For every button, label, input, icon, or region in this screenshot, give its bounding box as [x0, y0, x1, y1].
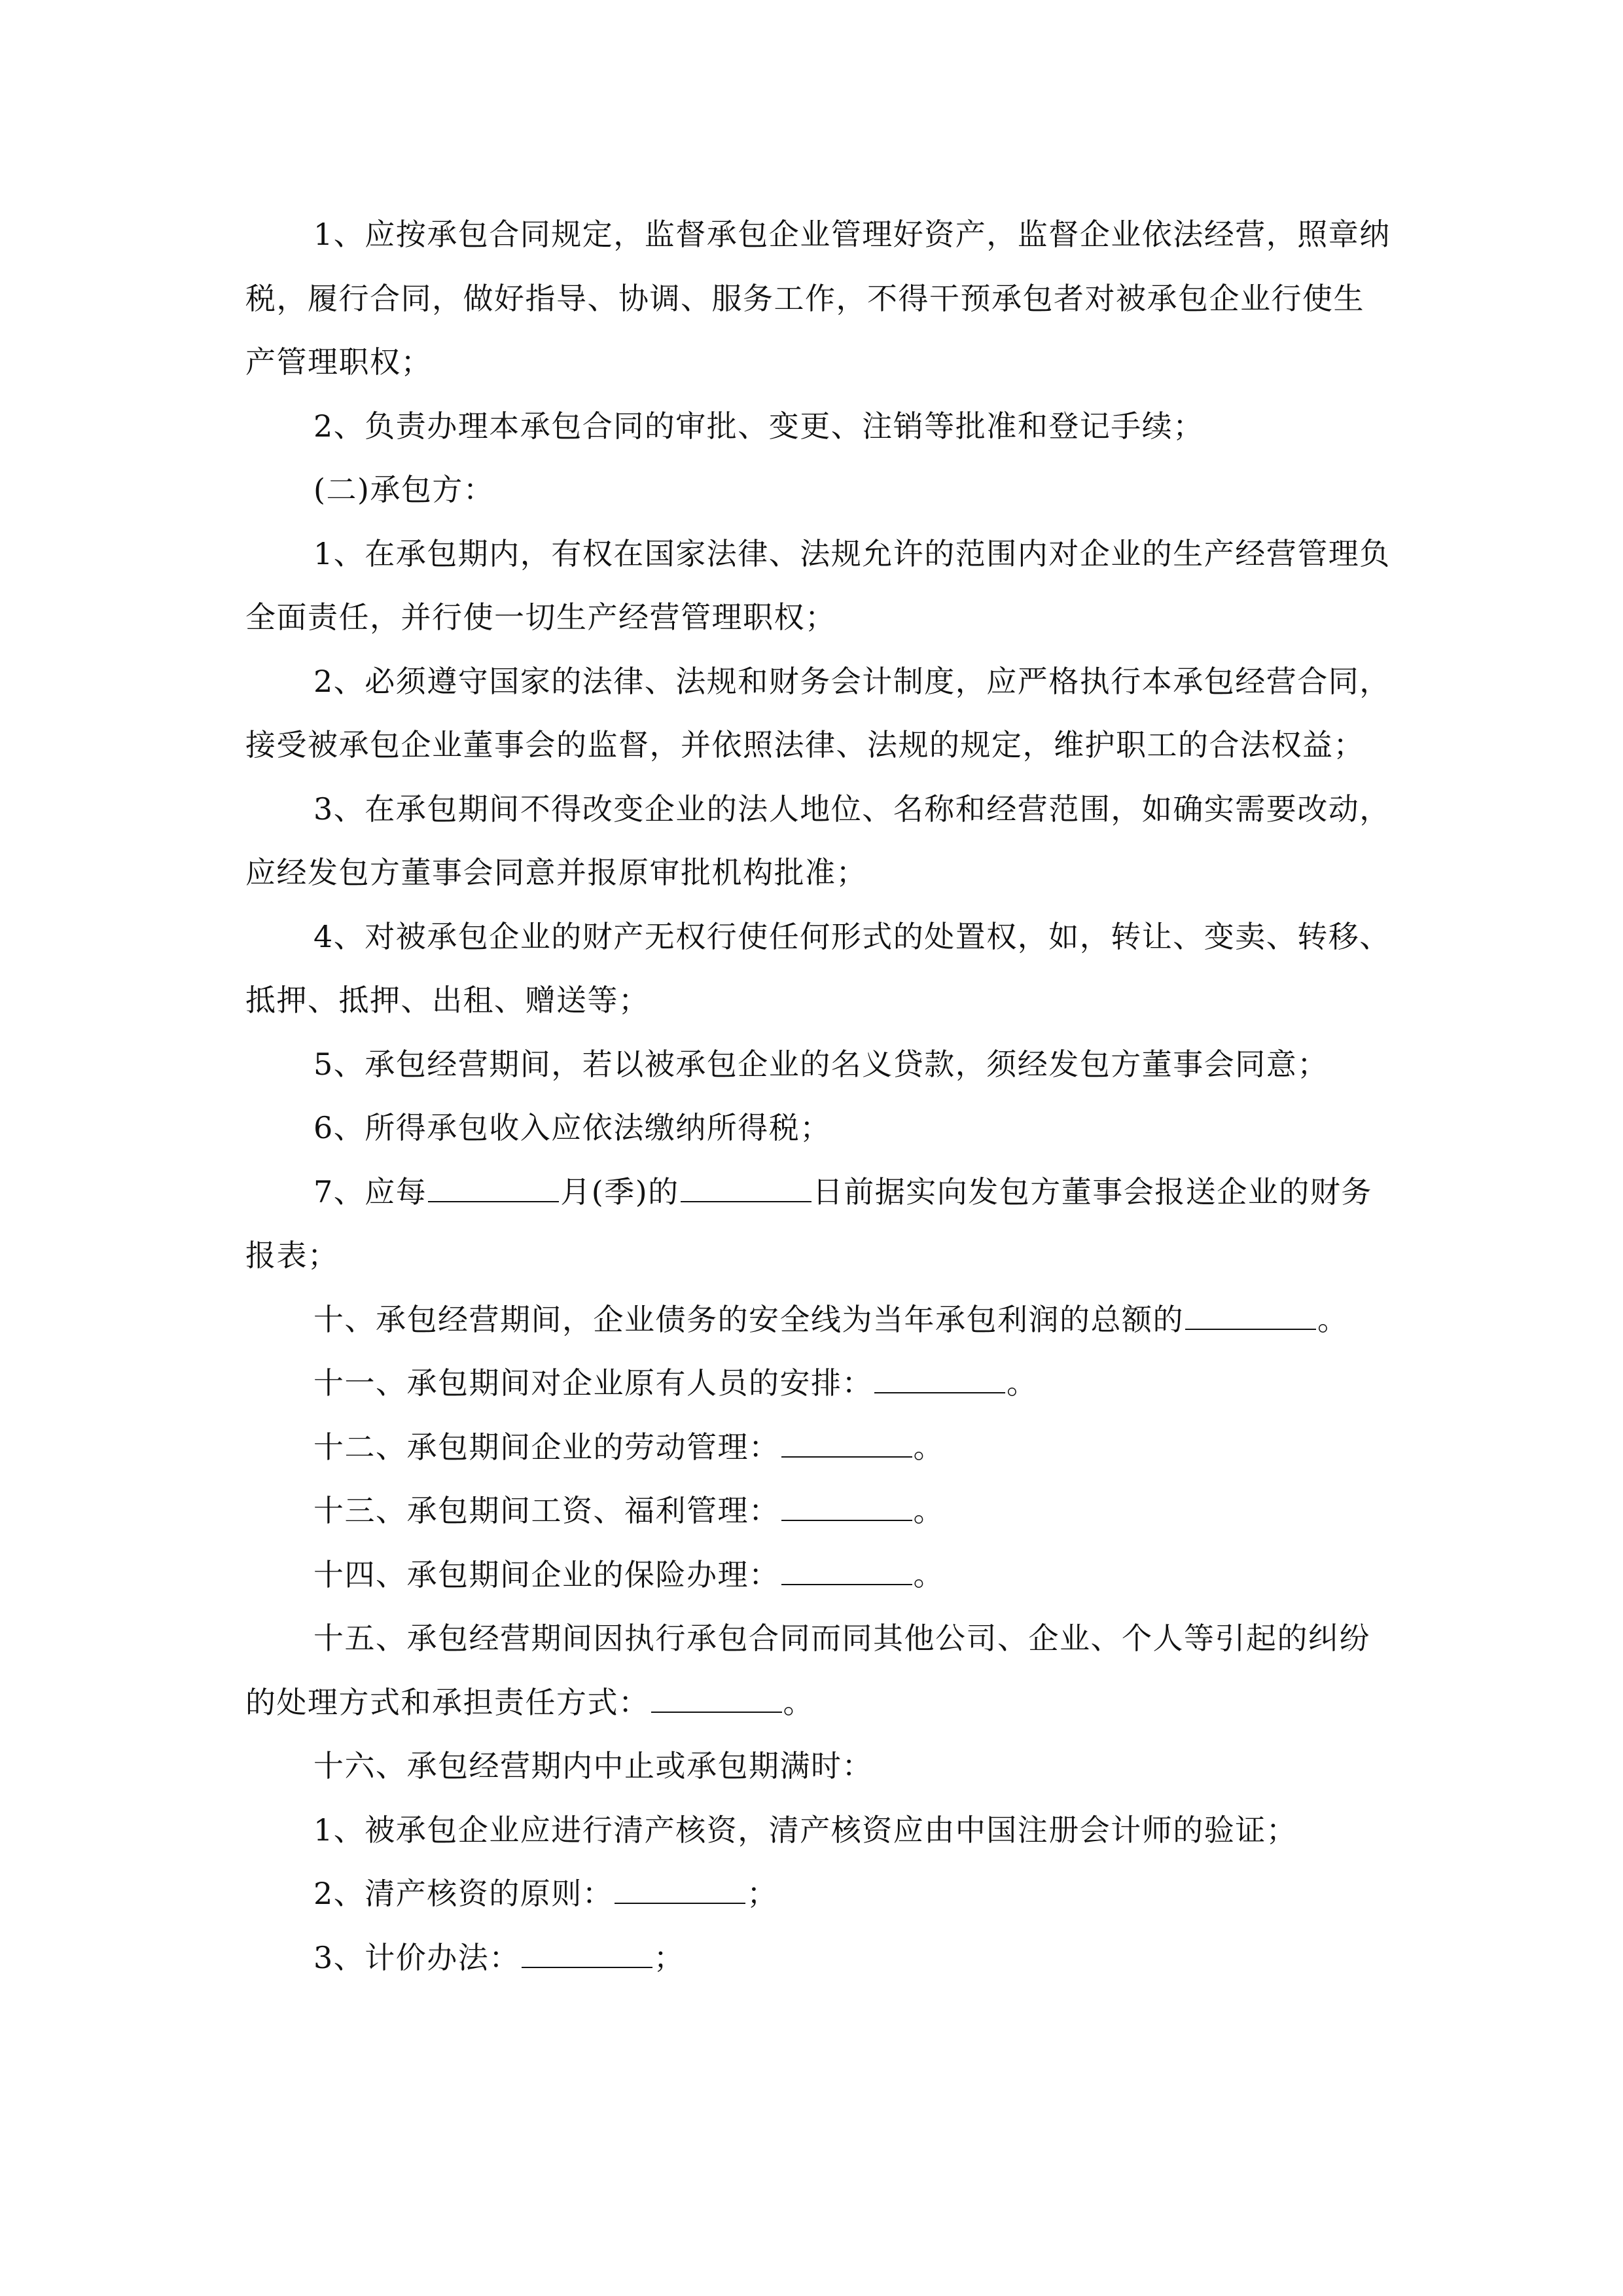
clause-14-text: 十四、承包期间企业的保险办理：: [313, 1556, 780, 1592]
clause-15-end: 。: [783, 1684, 814, 1720]
item7-text-1: 7、应每: [313, 1174, 427, 1210]
paragraph-contractor-duty-2: 2、负责办理本承包合同的审批、变更、注销等批准和登记手续；: [313, 408, 1204, 444]
clause-16-2-end: ；: [747, 1876, 778, 1911]
clause-16-item-3: [245, 1926, 1391, 1990]
paragraph-contractee-duty-4: 4、对被承包企业的财产无权行使任何形式的处置权，如，转让、变卖、转移、抵押、抵押、出租、赠送等；: [245, 918, 1391, 1018]
clause-16-3-text: 3、计价办法：: [313, 1939, 520, 1975]
paragraph-contractee-duty-6: 6、所得承包收入应依法缴纳所得税；: [313, 1110, 831, 1145]
document-body: [245, 203, 1391, 1990]
blank-field-audit-principle[interactable]: [615, 1873, 745, 1904]
blank-field-insurance[interactable]: [781, 1554, 912, 1585]
paragraph-contractee-duty-2: 2、必须遵守国家的法律、法规和财务会计制度，应严格执行本承包经营合同，接受被承包企业董事会的监督，并依照法律、法规的规定，维护职工的合法权益；: [245, 663, 1391, 762]
section-heading-contractee: (二)承包方：: [313, 472, 495, 507]
clause-11-staff-arrangement: [245, 1352, 1391, 1416]
paragraph-contractee-right-1: 1、在承包期内，有权在国家法律、法规允许的范围内对企业的生产经营管理负全面责任，并行使一切生产经营管理职权；: [245, 535, 1391, 635]
clause-14-end: 。: [913, 1556, 944, 1592]
clause-13-end: 。: [913, 1493, 944, 1528]
clause-11-end: 。: [1007, 1365, 1038, 1401]
clause-11-text: 十一、承包期间对企业原有人员的安排：: [313, 1365, 873, 1401]
paragraph-contractor-duty-1: 1、应按承包合同规定，监督承包企业管理好资产，监督企业依法经营，照章纳税，履行合同，做好指导、协调、服务工作，不得干预承包者对被承包企业行使生产管理职权；: [245, 217, 1391, 380]
clause-12-text: 十二、承包期间企业的劳动管理：: [313, 1429, 780, 1465]
clause-16-termination: 十六、承包经营期内中止或承包期满时：: [313, 1748, 873, 1784]
clause-15-dispute-handling: [245, 1607, 1391, 1734]
blank-field-day[interactable]: [681, 1171, 812, 1202]
clause-12-labor-management: [245, 1416, 1391, 1480]
clause-10-end: 。: [1317, 1301, 1349, 1337]
blank-field-month[interactable]: [428, 1171, 559, 1202]
clause-16-item-2: [245, 1862, 1391, 1926]
clause-12-end: 。: [913, 1429, 944, 1465]
paragraph-contractee-duty-5: 5、承包经营期间，若以被承包企业的名义贷款，须经发包方董事会同意；: [313, 1046, 1329, 1082]
clause-14-insurance: [245, 1543, 1391, 1607]
blank-field-debt-ratio[interactable]: [1185, 1299, 1316, 1330]
clause-13-wage-welfare: [245, 1479, 1391, 1543]
clause-10-debt-safety-line: [245, 1288, 1391, 1352]
item7-text-2: 月(季)的: [560, 1174, 679, 1210]
clause-10-text: 十、承包经营期间，企业债务的安全线为当年承包利润的总额的: [313, 1301, 1184, 1337]
clause-16-item-1: 1、被承包企业应进行清产核资，清产核资应由中国注册会计师的验证；: [313, 1812, 1298, 1848]
clause-13-text: 十三、承包期间工资、福利管理：: [313, 1493, 780, 1528]
blank-field-pricing-method[interactable]: [522, 1937, 652, 1968]
clause-16-2-text: 2、清产核资的原则：: [313, 1876, 614, 1911]
blank-field-wage-welfare[interactable]: [781, 1490, 912, 1521]
blank-field-labor-management[interactable]: [781, 1426, 912, 1458]
blank-field-dispute-handling[interactable]: [651, 1681, 782, 1713]
item7-text-3: 日前据实向发包方董事会报送企业的财务报表；: [245, 1174, 1372, 1273]
paragraph-contractee-duty-7: [245, 1160, 1391, 1288]
clause-16-3-end: ；: [653, 1939, 685, 1975]
clause-15-text: 十五、承包经营期间因执行承包合同而同其他公司、企业、个人等引起的纠纷的处理方式和承担责任方式：: [245, 1621, 1370, 1720]
blank-field-staff-arrangement[interactable]: [874, 1362, 1005, 1393]
paragraph-contractee-duty-3: 3、在承包期间不得改变企业的法人地位、名称和经营范围，如确实需要改动，应经发包方董事会同意并报原审批机构批准；: [245, 791, 1391, 890]
